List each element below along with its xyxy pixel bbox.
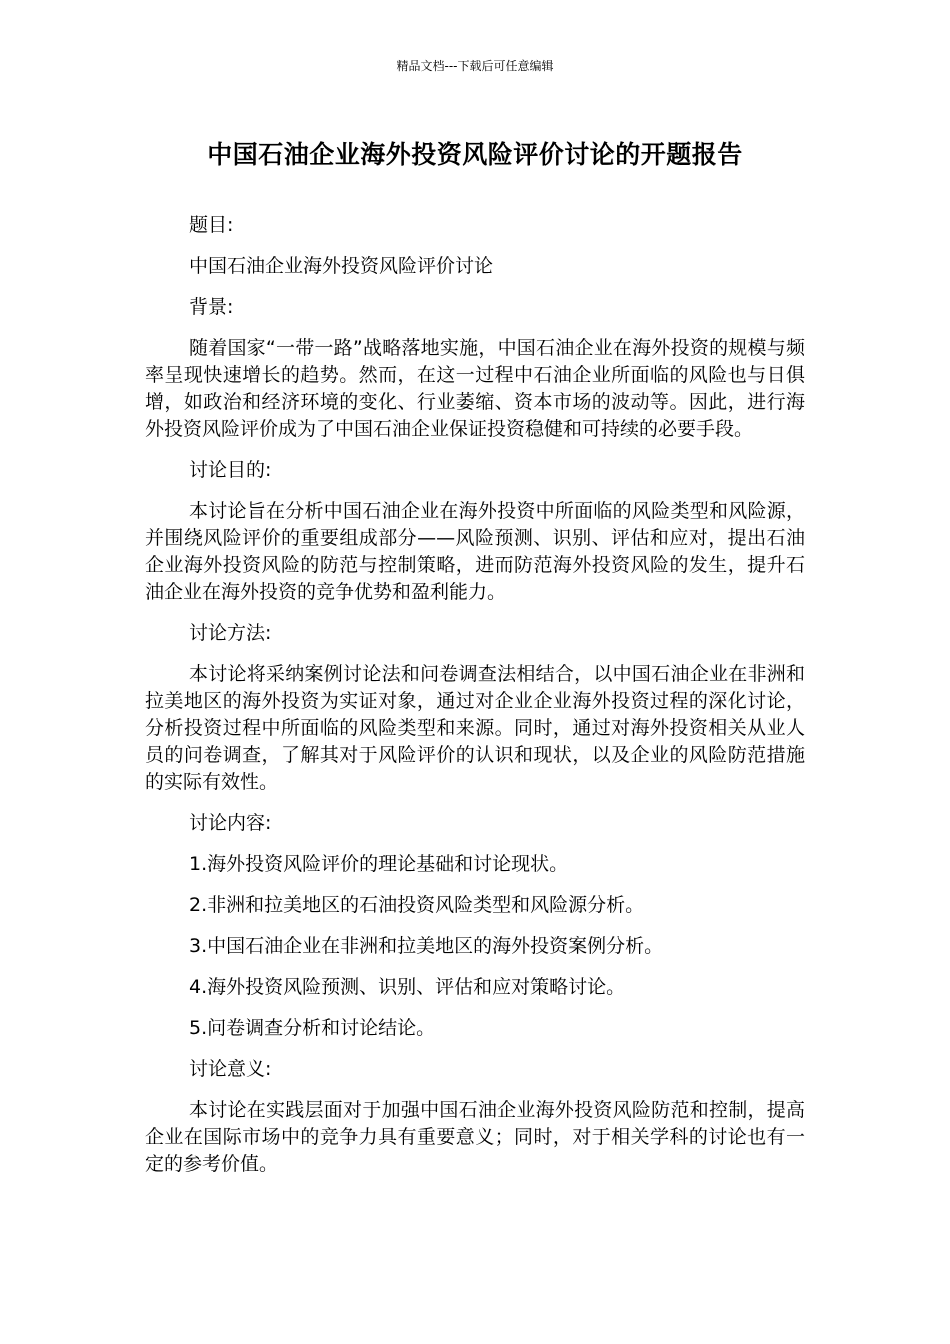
content-list-item: 3.中国石油企业在非洲和拉美地区的海外投资案例分析。 [189, 935, 664, 957]
method-paragraph: 本讨论将采纳案例讨论法和问卷调查法相结合，以中国石油企业在非洲和拉美地区的海外投资为实证对象，通过对企业企业海外投资过程的深化讨论，分析投资过程中所面临的风险类型和来源。同时，通过对海外投资相关从业人员的问卷调查，了解其对于风险评价的认识和现状，以及企业的风险防范措施的实际有效性。 [145, 663, 805, 793]
topic-value: 中国石油企业海外投资风险评价讨论 [189, 255, 494, 277]
background-paragraph: 随着国家“一带一路”战略落地实施，中国石油企业在海外投资的规模与频率呈现快速增长的趋势。然而，在这一过程中石油企业所面临的风险也与日俱增，如政治和经济环境的变化、行业萎缩、资本市场的波动等。因此，进行海外投资风险评价成为了中国石油企业保证投资稳健和可持续的必要手段。 [145, 337, 805, 440]
topic-label: 题目: [189, 214, 234, 236]
purpose-label: 讨论目的: [189, 459, 272, 481]
background-label: 背景: [189, 296, 234, 318]
page-title: 中国石油企业海外投资风险评价讨论的开题报告 [207, 140, 743, 169]
content-list-item: 1.海外投资风险评价的理论基础和讨论现状。 [189, 853, 569, 875]
content-list-item: 2.非洲和拉美地区的石油投资风险类型和风险源分析。 [189, 894, 645, 916]
header-note: 精品文档---下载后可任意编辑 [396, 59, 554, 73]
content-list-item: 5.问卷调查分析和讨论结论。 [189, 1017, 436, 1039]
content-label: 讨论内容: [189, 812, 272, 834]
significance-paragraph: 本讨论在实践层面对于加强中国石油企业海外投资风险防范和控制，提高企业在国际市场中的竞争力具有重要意义；同时，对于相关学科的讨论也有一定的参考价值。 [145, 1099, 805, 1175]
document-body [145, 212, 805, 1192]
method-label: 讨论方法: [189, 622, 272, 644]
significance-label: 讨论意义: [189, 1058, 272, 1080]
purpose-paragraph: 本讨论旨在分析中国石油企业在海外投资中所面临的风险类型和风险源，并围绕风险评价的重要组成部分——风险预测、识别、评估和应对，提出石油企业海外投资风险的防范与控制策略，进而防范海外投资风险的发生，提升石油企业在海外投资的竞争优势和盈利能力。 [145, 500, 805, 603]
content-list-item: 4.海外投资风险预测、识别、评估和应对策略讨论。 [189, 976, 626, 998]
